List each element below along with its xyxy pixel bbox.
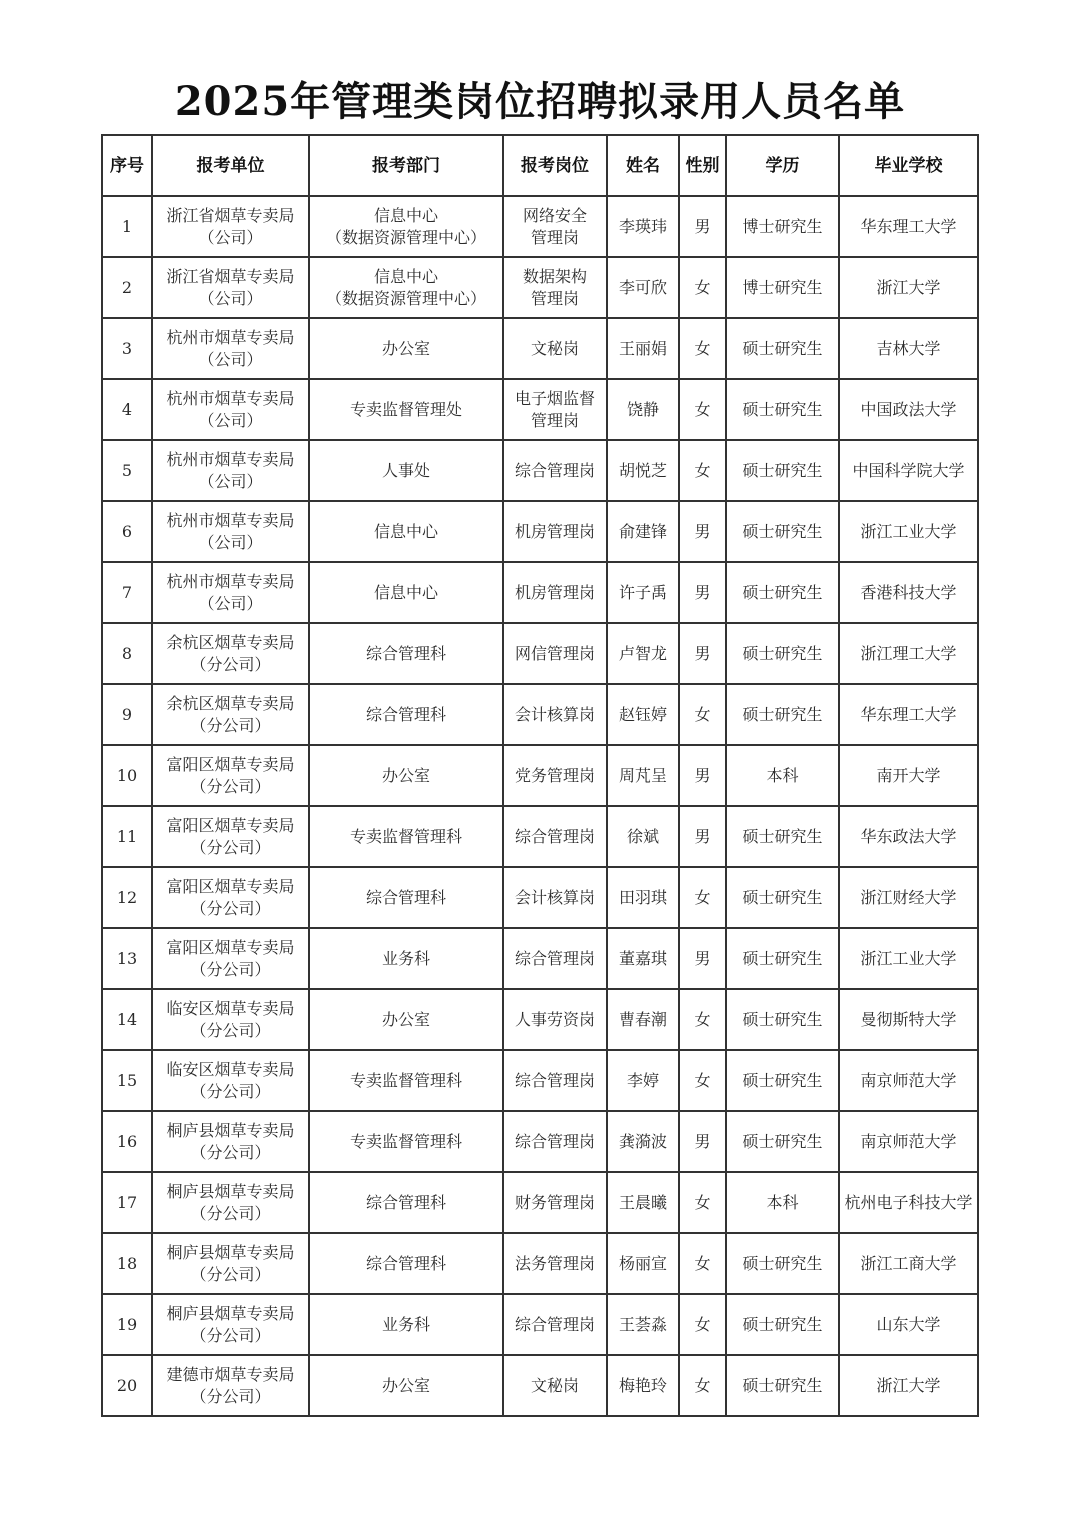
cell-unit (152, 1355, 309, 1416)
cell-post (503, 684, 607, 745)
cell-edu: 硕士研究生 (726, 1111, 839, 1172)
cell-unit (152, 623, 309, 684)
table-row (102, 867, 978, 928)
cell-post (503, 1294, 607, 1355)
cell-school: 吉林大学 (839, 318, 978, 379)
unit-line: （分公司） (190, 1142, 271, 1162)
cell-unit (152, 562, 309, 623)
cell-gender: 女 (679, 440, 726, 501)
dept-line: 办公室 (381, 338, 430, 358)
cell-seq: 4 (102, 379, 152, 440)
cell-unit (152, 257, 309, 318)
header-department: 报考部门 (309, 135, 503, 196)
cell-unit (152, 684, 309, 745)
unit-line: （分公司） (190, 898, 271, 918)
cell-edu: 硕士研究生 (726, 684, 839, 745)
cell-dept (309, 623, 503, 684)
dept-line: 专卖监督管理科 (349, 1070, 462, 1090)
cell-post (503, 989, 607, 1050)
cell-dept (309, 1050, 503, 1111)
cell-name: 梅艳玲 (607, 1355, 679, 1416)
post-line: 党务管理岗 (514, 765, 595, 785)
cell-school: 南开大学 (839, 745, 978, 806)
cell-name: 王荟淼 (607, 1294, 679, 1355)
header-position: 报考岗位 (503, 135, 607, 196)
cell-gender: 女 (679, 318, 726, 379)
dept-line: 业务科 (381, 1314, 430, 1334)
post-line: 机房管理岗 (514, 582, 595, 602)
cell-dept (309, 684, 503, 745)
table-row (102, 501, 978, 562)
cell-edu: 硕士研究生 (726, 379, 839, 440)
cell-dept (309, 989, 503, 1050)
cell-name: 龚漪波 (607, 1111, 679, 1172)
cell-seq: 18 (102, 1233, 152, 1294)
unit-line: 浙江省烟草专卖局 (166, 205, 295, 225)
unit-line: （公司） (198, 471, 263, 491)
header-unit: 报考单位 (152, 135, 309, 196)
cell-seq: 17 (102, 1172, 152, 1233)
post-line: 管理岗 (530, 410, 579, 430)
unit-line: （分公司） (190, 1020, 271, 1040)
cell-school: 浙江工业大学 (839, 501, 978, 562)
cell-dept (309, 745, 503, 806)
cell-post (503, 745, 607, 806)
table-row (102, 928, 978, 989)
cell-seq: 1 (102, 196, 152, 257)
cell-post (503, 867, 607, 928)
cell-post (503, 257, 607, 318)
dept-line: 专卖监督管理科 (349, 1131, 462, 1151)
dept-line: 人事处 (381, 460, 430, 480)
table-row (102, 257, 978, 318)
cell-post (503, 1355, 607, 1416)
unit-line: （公司） (198, 532, 263, 552)
cell-name: 李婷 (607, 1050, 679, 1111)
dept-line: 专卖监督管理处 (349, 399, 462, 419)
post-line: 管理岗 (530, 288, 579, 308)
cell-post (503, 562, 607, 623)
cell-gender: 男 (679, 1111, 726, 1172)
header-gender: 性别 (679, 135, 726, 196)
post-line: 综合管理岗 (514, 826, 595, 846)
cell-post (503, 440, 607, 501)
cell-edu: 硕士研究生 (726, 562, 839, 623)
cell-gender: 女 (679, 1233, 726, 1294)
roster-table (101, 134, 979, 1417)
cell-school: 山东大学 (839, 1294, 978, 1355)
cell-post (503, 1111, 607, 1172)
unit-line: 桐庐县烟草专卖局 (166, 1242, 295, 1262)
cell-name: 卢智龙 (607, 623, 679, 684)
cell-gender: 女 (679, 379, 726, 440)
table-row (102, 1294, 978, 1355)
unit-line: 富阳区烟草专卖局 (166, 876, 295, 896)
cell-seq: 9 (102, 684, 152, 745)
cell-seq: 11 (102, 806, 152, 867)
cell-dept (309, 1355, 503, 1416)
cell-seq: 14 (102, 989, 152, 1050)
cell-gender: 男 (679, 196, 726, 257)
cell-name: 徐斌 (607, 806, 679, 867)
unit-line: 杭州市烟草专卖局 (166, 510, 295, 530)
dept-line: 信息中心 (373, 205, 438, 225)
cell-seq: 8 (102, 623, 152, 684)
post-line: 法务管理岗 (514, 1253, 595, 1273)
dept-line: 办公室 (381, 765, 430, 785)
cell-school: 香港科技大学 (839, 562, 978, 623)
cell-unit (152, 928, 309, 989)
cell-dept (309, 257, 503, 318)
cell-edu: 硕士研究生 (726, 1294, 839, 1355)
dept-line: 综合管理科 (365, 887, 446, 907)
cell-school: 浙江财经大学 (839, 867, 978, 928)
dept-line: 信息中心 (373, 266, 438, 286)
cell-post (503, 1233, 607, 1294)
dept-line: （数据资源管理中心） (325, 288, 486, 308)
cell-school: 华东政法大学 (839, 806, 978, 867)
cell-unit (152, 379, 309, 440)
post-line: 综合管理岗 (514, 948, 595, 968)
cell-edu: 硕士研究生 (726, 989, 839, 1050)
unit-line: （分公司） (190, 1081, 271, 1101)
unit-line: 桐庐县烟草专卖局 (166, 1120, 295, 1140)
cell-gender: 女 (679, 257, 726, 318)
cell-dept (309, 928, 503, 989)
cell-dept (309, 318, 503, 379)
cell-name: 周芃呈 (607, 745, 679, 806)
unit-line: 杭州市烟草专卖局 (166, 327, 295, 347)
unit-line: （公司） (198, 593, 263, 613)
post-line: 电子烟监督 (514, 388, 595, 408)
cell-gender: 女 (679, 1172, 726, 1233)
cell-name: 胡悦芝 (607, 440, 679, 501)
table-row (102, 1050, 978, 1111)
cell-school: 南京师范大学 (839, 1050, 978, 1111)
unit-line: 杭州市烟草专卖局 (166, 388, 295, 408)
cell-unit (152, 1233, 309, 1294)
cell-post (503, 806, 607, 867)
cell-name: 俞建锋 (607, 501, 679, 562)
table-row (102, 623, 978, 684)
cell-name: 饶静 (607, 379, 679, 440)
unit-line: （分公司） (190, 654, 271, 674)
cell-gender: 女 (679, 989, 726, 1050)
cell-dept (309, 501, 503, 562)
post-line: 财务管理岗 (514, 1192, 595, 1212)
cell-post (503, 318, 607, 379)
cell-post (503, 623, 607, 684)
post-line: 网络安全 (522, 205, 587, 225)
cell-school: 曼彻斯特大学 (839, 989, 978, 1050)
cell-name: 曹春潮 (607, 989, 679, 1050)
cell-edu: 硕士研究生 (726, 440, 839, 501)
cell-unit (152, 1294, 309, 1355)
cell-unit (152, 318, 309, 379)
cell-dept (309, 196, 503, 257)
cell-seq: 13 (102, 928, 152, 989)
table-row (102, 745, 978, 806)
unit-line: 余杭区烟草专卖局 (166, 693, 295, 713)
dept-line: 信息中心 (373, 582, 438, 602)
cell-post (503, 1050, 607, 1111)
cell-edu: 硕士研究生 (726, 1233, 839, 1294)
post-line: 综合管理岗 (514, 1131, 595, 1151)
cell-unit (152, 196, 309, 257)
cell-name: 杨丽宣 (607, 1233, 679, 1294)
post-line: 综合管理岗 (514, 1314, 595, 1334)
unit-line: （分公司） (190, 1325, 271, 1345)
cell-gender: 女 (679, 867, 726, 928)
cell-name: 王丽娟 (607, 318, 679, 379)
cell-post (503, 1172, 607, 1233)
post-line: 人事劳资岗 (514, 1009, 595, 1029)
cell-post (503, 379, 607, 440)
cell-unit (152, 440, 309, 501)
post-line: 数据架构 (522, 266, 587, 286)
header-name: 姓名 (607, 135, 679, 196)
table-row (102, 806, 978, 867)
unit-line: 临安区烟草专卖局 (166, 1059, 295, 1079)
cell-school: 中国科学院大学 (839, 440, 978, 501)
unit-line: 富阳区烟草专卖局 (166, 754, 295, 774)
dept-line: 办公室 (381, 1009, 430, 1029)
unit-line: （公司） (198, 288, 263, 308)
cell-edu: 硕士研究生 (726, 1355, 839, 1416)
unit-line: 桐庐县烟草专卖局 (166, 1181, 295, 1201)
cell-dept (309, 562, 503, 623)
unit-line: （分公司） (190, 959, 271, 979)
cell-unit (152, 501, 309, 562)
post-line: 会计核算岗 (514, 704, 595, 724)
post-line: 机房管理岗 (514, 521, 595, 541)
cell-edu: 硕士研究生 (726, 501, 839, 562)
dept-line: 综合管理科 (365, 643, 446, 663)
post-line: 综合管理岗 (514, 460, 595, 480)
cell-name: 董嘉琪 (607, 928, 679, 989)
unit-line: （分公司） (190, 1386, 271, 1406)
cell-dept (309, 379, 503, 440)
post-line: 综合管理岗 (514, 1070, 595, 1090)
cell-seq: 20 (102, 1355, 152, 1416)
unit-line: 建德市烟草专卖局 (166, 1364, 295, 1384)
cell-seq: 3 (102, 318, 152, 379)
dept-line: 信息中心 (373, 521, 438, 541)
unit-line: （公司） (198, 410, 263, 430)
dept-line: 专卖监督管理科 (349, 826, 462, 846)
roster-body (102, 196, 978, 1416)
unit-line: 富阳区烟草专卖局 (166, 937, 295, 957)
header-education: 学历 (726, 135, 839, 196)
cell-edu: 硕士研究生 (726, 806, 839, 867)
cell-name: 李可欣 (607, 257, 679, 318)
header-row (102, 135, 978, 196)
cell-dept (309, 1111, 503, 1172)
post-line: 文秘岗 (530, 1375, 579, 1395)
unit-line: 杭州市烟草专卖局 (166, 449, 295, 469)
cell-dept (309, 1233, 503, 1294)
post-line: 文秘岗 (530, 338, 579, 358)
cell-seq: 2 (102, 257, 152, 318)
dept-line: （数据资源管理中心） (325, 227, 486, 247)
table-row (102, 196, 978, 257)
table-row (102, 1233, 978, 1294)
cell-gender: 男 (679, 745, 726, 806)
cell-seq: 5 (102, 440, 152, 501)
unit-line: 余杭区烟草专卖局 (166, 632, 295, 652)
cell-gender: 男 (679, 501, 726, 562)
cell-dept (309, 867, 503, 928)
dept-line: 业务科 (381, 948, 430, 968)
table-row (102, 1111, 978, 1172)
cell-edu: 硕士研究生 (726, 928, 839, 989)
cell-dept (309, 806, 503, 867)
unit-line: （分公司） (190, 715, 271, 735)
table-row (102, 684, 978, 745)
cell-school: 中国政法大学 (839, 379, 978, 440)
post-line: 会计核算岗 (514, 887, 595, 907)
table-row (102, 989, 978, 1050)
unit-line: （分公司） (190, 776, 271, 796)
cell-post (503, 196, 607, 257)
cell-gender: 男 (679, 623, 726, 684)
cell-unit (152, 806, 309, 867)
cell-gender: 男 (679, 928, 726, 989)
cell-seq: 12 (102, 867, 152, 928)
cell-gender: 女 (679, 1294, 726, 1355)
cell-gender: 女 (679, 1050, 726, 1111)
cell-post (503, 928, 607, 989)
cell-dept (309, 1172, 503, 1233)
unit-line: 富阳区烟草专卖局 (166, 815, 295, 835)
cell-edu: 本科 (726, 1172, 839, 1233)
cell-edu: 硕士研究生 (726, 623, 839, 684)
table-row (102, 318, 978, 379)
table-row (102, 1172, 978, 1233)
dept-line: 综合管理科 (365, 1192, 446, 1212)
cell-edu: 硕士研究生 (726, 1050, 839, 1111)
cell-name: 赵钰婷 (607, 684, 679, 745)
cell-unit (152, 1050, 309, 1111)
cell-school: 浙江大学 (839, 1355, 978, 1416)
cell-school: 浙江大学 (839, 257, 978, 318)
cell-seq: 16 (102, 1111, 152, 1172)
cell-name: 许子禹 (607, 562, 679, 623)
unit-line: （分公司） (190, 1203, 271, 1223)
cell-edu: 博士研究生 (726, 196, 839, 257)
cell-seq: 10 (102, 745, 152, 806)
header-seq: 序号 (102, 135, 152, 196)
cell-edu: 本科 (726, 745, 839, 806)
cell-seq: 7 (102, 562, 152, 623)
table-row (102, 1355, 978, 1416)
table-row (102, 562, 978, 623)
cell-unit (152, 745, 309, 806)
cell-edu: 硕士研究生 (726, 318, 839, 379)
post-line: 网信管理岗 (514, 643, 595, 663)
cell-seq: 6 (102, 501, 152, 562)
page-title: 2025年管理类岗位招聘拟录用人员名单 (174, 78, 906, 125)
dept-line: 综合管理科 (365, 704, 446, 724)
cell-school: 浙江理工大学 (839, 623, 978, 684)
dept-line: 综合管理科 (365, 1253, 446, 1273)
cell-seq: 19 (102, 1294, 152, 1355)
cell-dept (309, 1294, 503, 1355)
unit-line: 临安区烟草专卖局 (166, 998, 295, 1018)
cell-gender: 男 (679, 806, 726, 867)
cell-school: 华东理工大学 (839, 196, 978, 257)
cell-edu: 硕士研究生 (726, 867, 839, 928)
cell-name: 李瑛玮 (607, 196, 679, 257)
unit-line: （公司） (198, 227, 263, 247)
dept-line: 办公室 (381, 1375, 430, 1395)
unit-line: （分公司） (190, 1264, 271, 1284)
cell-gender: 女 (679, 684, 726, 745)
cell-school: 华东理工大学 (839, 684, 978, 745)
table-row (102, 379, 978, 440)
cell-unit (152, 867, 309, 928)
cell-school: 浙江工商大学 (839, 1233, 978, 1294)
unit-line: 浙江省烟草专卖局 (166, 266, 295, 286)
post-line: 管理岗 (530, 227, 579, 247)
cell-school: 浙江工业大学 (839, 928, 978, 989)
unit-line: 杭州市烟草专卖局 (166, 571, 295, 591)
cell-school: 杭州电子科技大学 (839, 1172, 978, 1233)
cell-name: 田羽琪 (607, 867, 679, 928)
cell-unit (152, 1172, 309, 1233)
cell-unit (152, 1111, 309, 1172)
cell-post (503, 501, 607, 562)
unit-line: （分公司） (190, 837, 271, 857)
header-school: 毕业学校 (839, 135, 978, 196)
cell-edu: 博士研究生 (726, 257, 839, 318)
cell-school: 南京师范大学 (839, 1111, 978, 1172)
cell-dept (309, 440, 503, 501)
unit-line: （公司） (198, 349, 263, 369)
cell-unit (152, 989, 309, 1050)
cell-gender: 男 (679, 562, 726, 623)
cell-seq: 15 (102, 1050, 152, 1111)
cell-name: 王晨曦 (607, 1172, 679, 1233)
unit-line: 桐庐县烟草专卖局 (166, 1303, 295, 1323)
cell-gender: 女 (679, 1355, 726, 1416)
table-row (102, 440, 978, 501)
